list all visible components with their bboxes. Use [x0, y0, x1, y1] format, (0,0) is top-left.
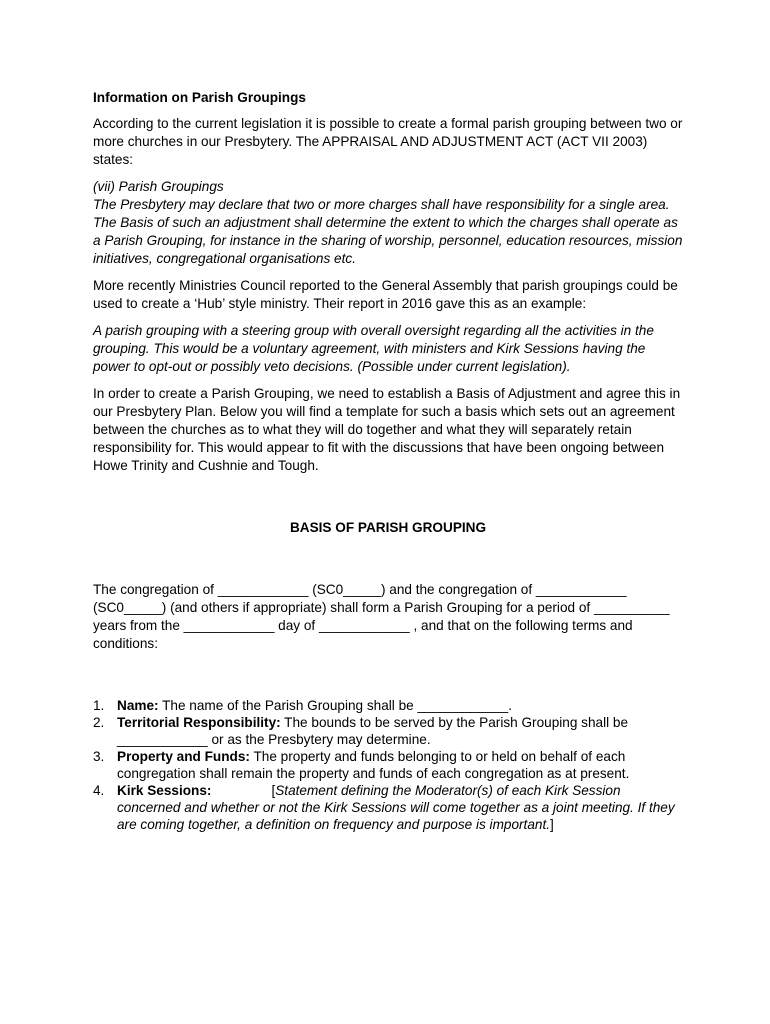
item-text: The name of the Parish Grouping shall be ____________. [158, 698, 512, 713]
list-number: 3. [93, 749, 105, 764]
list-number: 1. [93, 698, 105, 713]
act-quote [93, 178, 683, 268]
intro-paragraph: According to the current legislation it is possible to create a formal parish grouping between two or more churches in our Presbytery. The APPRAISAL AND ADJUSTMENT ACT (ACT VII 2003) states: [93, 116, 683, 167]
list-item [93, 697, 683, 714]
item-label: Name: [117, 698, 159, 713]
item-label: Territorial Responsibility: [117, 715, 281, 730]
example-quote: A parish grouping with a steering group with overall oversight regarding all the activities in the grouping. This would be a voluntary agreement, with ministers and Kirk Sessions having the power to opt-out or possibly veto decisions. (Possible under current legislation). [93, 323, 654, 374]
item-label: Property and Funds: [117, 749, 250, 764]
basis-title: BASIS OF PARISH GROUPING [289, 520, 487, 535]
list-number: 4. [93, 783, 105, 798]
item-label: Kirk Sessions: [117, 783, 212, 798]
act-quote-body: The Presbytery may declare that two or more charges shall have responsibility for a single area. The Basis of such an adjustment shall determine the extent to which the charges shall operate as a Parish Grouping, for instance in the sharing of worship, personnel, education resources, mission initiatives, congregational organisations etc. [93, 197, 683, 266]
terms-list [93, 697, 683, 833]
item-open-bracket: [ [271, 783, 276, 798]
ministries-paragraph: More recently Ministries Council reported to the General Assembly that parish groupings could be used to create a ‘Hub’ style ministry. Their report in 2016 gave this as an example: [93, 278, 678, 311]
list-number: 2. [93, 715, 105, 730]
act-quote-title: (vii) Parish Groupings [93, 179, 224, 194]
order-paragraph: In order to create a Parish Grouping, we need to establish a Basis of Adjustment and agree this in our Presbytery Plan. Below you will find a template for such a basis which sets out an agreement between the churches as to what they will do together and what they will separately retain responsibility for. This would appear to fit with the discussions that have been ongoing between Howe Trinity and Cushnie and Tough. [93, 386, 681, 473]
page-heading: Information on Parish Groupings [93, 90, 306, 105]
item-close-bracket: ] [550, 817, 554, 832]
item-text: The property and funds belonging to or held on behalf of each congregation shall remain the property and funds of each congregation as at present. [117, 749, 630, 781]
list-item [93, 782, 683, 833]
list-item [93, 748, 683, 782]
list-item [93, 714, 683, 748]
item-text: The bounds to be served by the Parish Grouping shall be ____________ or as the Presbytery may determine. [117, 715, 629, 747]
document-body [93, 89, 683, 833]
terms-paragraph: The congregation of ____________ (SC0_____) and the congregation of ____________ (SC0_____) (and others if appropriate) shall form a Parish Grouping for a period of __________ years from the ____________ day of ____________ , and that on the following terms and conditions: [93, 582, 670, 651]
item-text-italic: Statement defining the Moderator(s) of each Kirk Session concerned and whether or not the Kirk Sessions will come together as a joint meeting. If they are coming together, a definition on frequency and purpose is important. [117, 783, 675, 832]
